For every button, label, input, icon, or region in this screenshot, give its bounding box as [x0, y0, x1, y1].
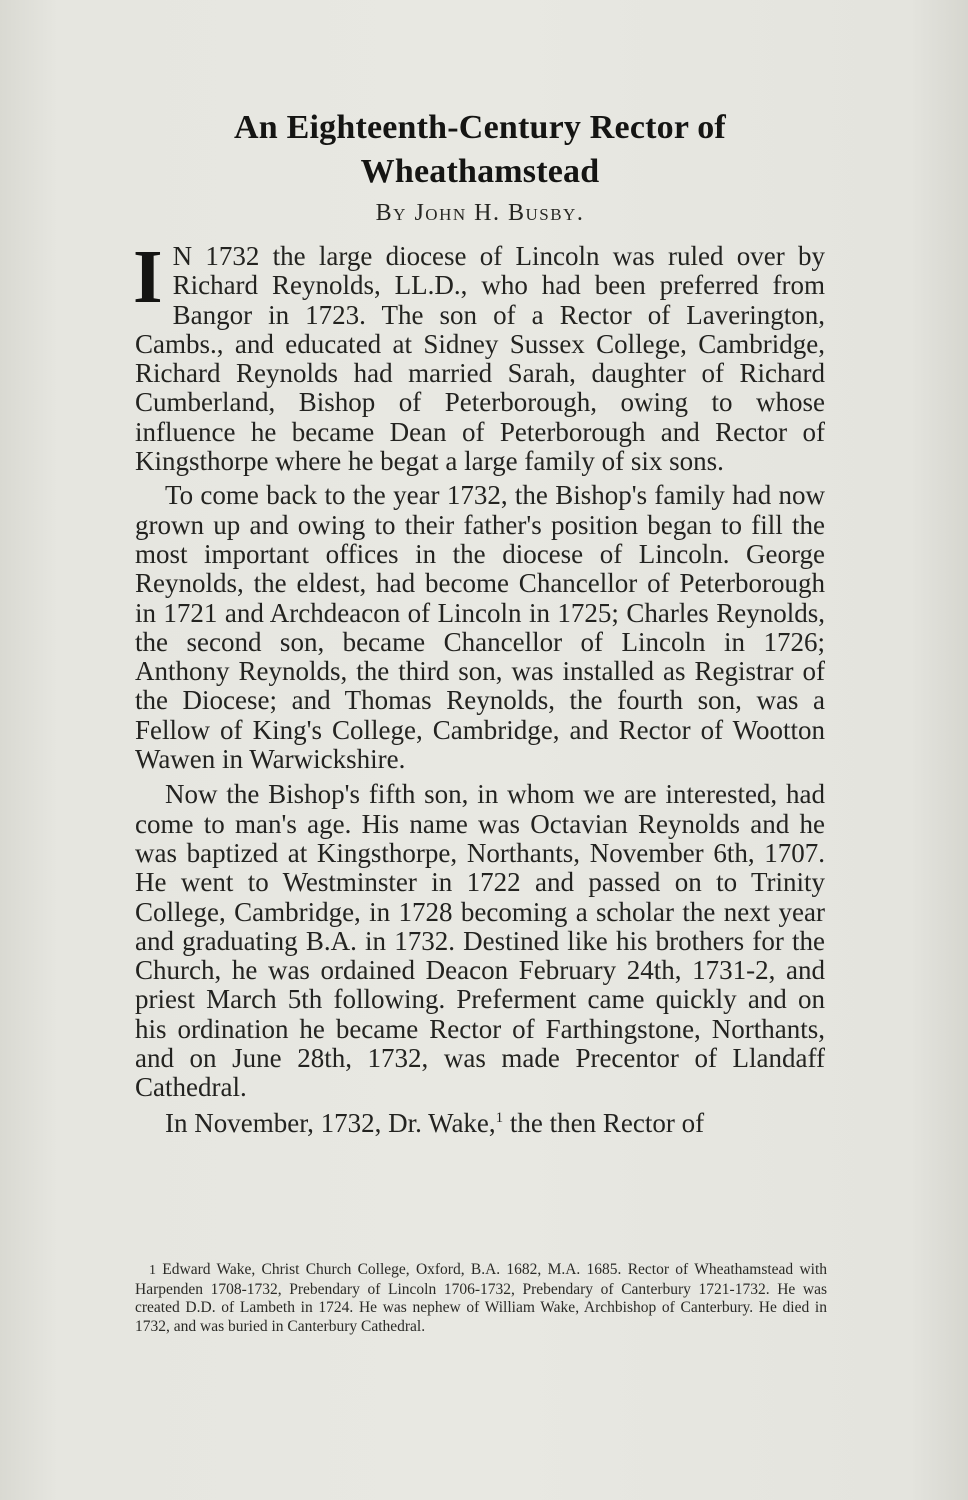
footnote-reference: 1: [495, 1109, 504, 1126]
author-byline: By John H. Busby.: [375, 200, 585, 226]
paragraph-2: To come back to the year 1732, the Bishop's family had now grown up and owing to their father's position began to fill the most important offices in the diocese of Lincoln. George Reynolds, the eldest, had become Chancellor of Peterborough in 1721 and Archdeacon of Lincoln in 1725; Charles Reynolds, the second son, became Chancellor of Lincoln in 1726; Anthony Reynolds, the third son, was installed as Registrar of the Diocese; and Thomas Reynolds, the fourth son, was a Fellow of King's College, Cambridge, and Rector of Wootton Wawen in Warwickshire.: [135, 480, 825, 775]
article-title: [130, 106, 830, 194]
footnote-text: Edward Wake, Christ Church College, Oxford, B.A. 1682, M.A. 1685. Rector of Wheathamstead with Harpenden 1708-1732, Prebendary of Lincoln 1706-1732, Prebendary of Canterbury 1721-1732. He was created D.D. of Lambeth in 1724. He was nephew of William Wake, Archbishop of Canterbury. He died in 1732, and was buried in Canterbury Cathedral.: [135, 1261, 828, 1335]
paragraph-4-text: In November, 1732, Dr. Wake,: [165, 1107, 496, 1138]
footnote-number: 1: [149, 1263, 156, 1278]
paragraph-4-text-end: the then Rector of: [503, 1107, 705, 1138]
paragraph-1-text: N 1732 the large diocese of Lincoln was ruled over by Richard Reynolds, LL.D., who had been preferred from Bangor in 1723. The son of a Rector of Laverington, Cambs., and educated at Sidney Sussex College, Cambridge, Richard Reynolds had married Sarah, daughter of Richard Cumberland, Bishop of Peterborough, owing to whose influence he became Dean of Peterborough and Rector of Kingsthorpe where he begat a large family of six sons.: [135, 241, 825, 477]
title-line-2: Wheathamstead: [360, 153, 600, 190]
paragraph-3: Now the Bishop's fifth son, in whom we are interested, had come to man's age. His name was Octavian Reynolds and he was baptized at Kingsthorpe, Northants, November 6th, 1707. He went to Westminster in 1722 and passed on to Trinity College, Cambridge, in 1728 becoming a scholar the next year and graduating B.A. in 1732. Destined like his brothers for the Church, he was ordained Deacon February 24th, 1731-2, and priest March 5th following. Preferment came quickly and on his ordination he became Rector of Farthingstone, Northants, and on June 28th, 1732, was made Precentor of Llandaff Cathedral.: [135, 779, 825, 1103]
paragraph-4: [135, 1109, 825, 1138]
title-line-1: An Eighteenth-Century Rector of: [234, 109, 726, 146]
paragraph-1: [133, 235, 825, 477]
drop-cap: I: [133, 235, 163, 319]
article-body: [133, 235, 825, 1138]
footnote: [135, 1261, 827, 1336]
